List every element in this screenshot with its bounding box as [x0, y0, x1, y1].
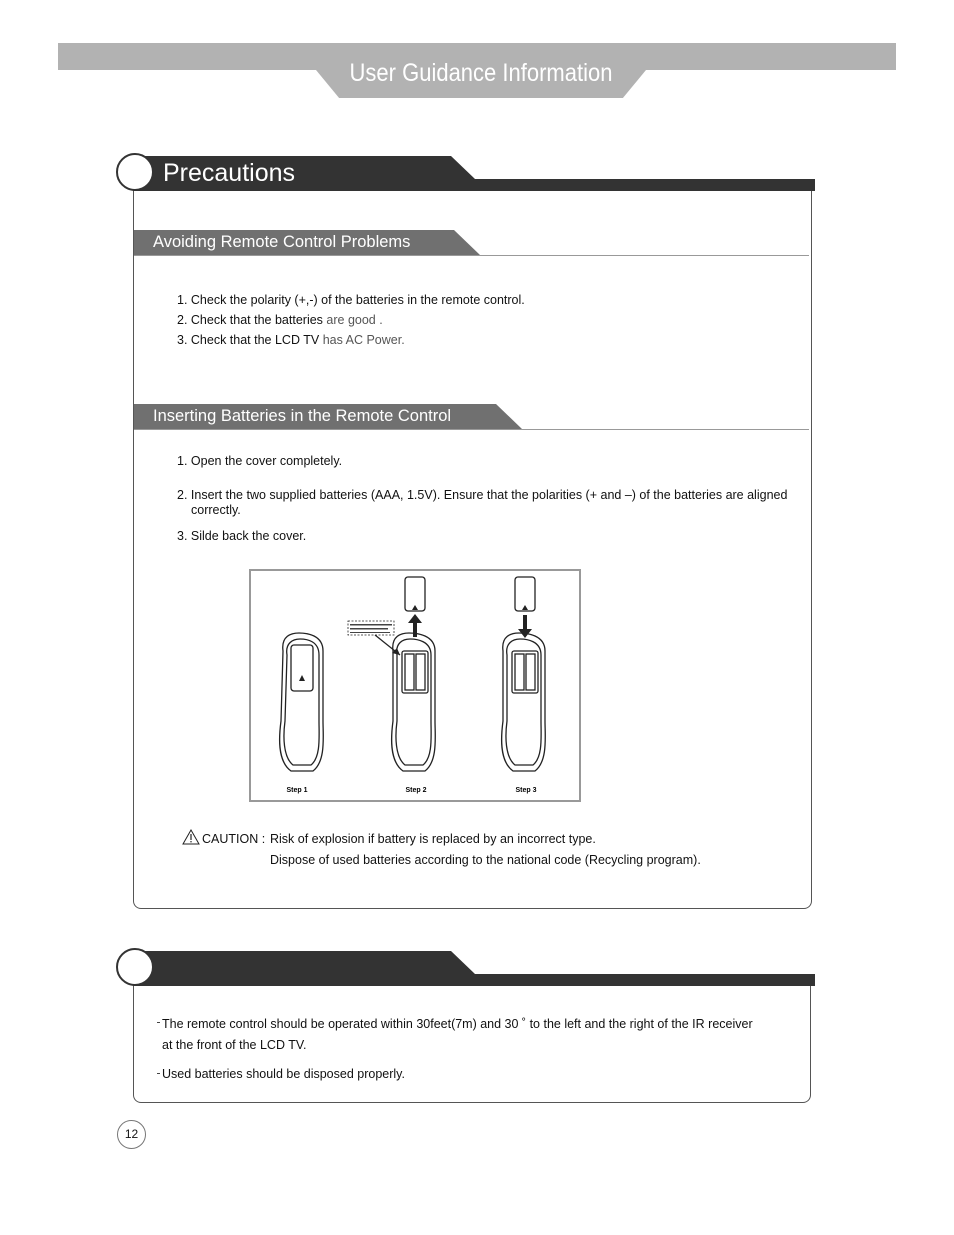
inserting-heading: Inserting Batteries in the Remote Control: [153, 407, 452, 425]
page-number: 12: [117, 1120, 146, 1149]
avoiding-item-3-text: 3. Check that the LCD TV: [177, 333, 320, 347]
avoiding-item-2-text: 2. Check that the batteries: [177, 313, 323, 327]
note-2-line-1: Used batteries should be disposed properly.: [162, 1067, 405, 1081]
avoiding-item-3: [177, 333, 405, 347]
avoiding-item-3-extra: has AC Power.: [322, 333, 405, 347]
avoiding-item-1-text: 1. Check the polarity (+,-) of the batteries in the remote control.: [177, 293, 525, 307]
precautions-bullet-circle: [116, 153, 154, 191]
warning-triangle-icon: [182, 829, 200, 845]
page-header-title: User Guidance Information: [349, 59, 613, 87]
note-1-line-2: at the front of the LCD TV.: [162, 1038, 307, 1052]
note-1-dash: [157, 1022, 160, 1023]
inserting-step-1: 1. Open the cover completely.: [177, 454, 343, 468]
inserting-heading-rule: [134, 429, 809, 430]
battery-diagram-illustration: [251, 571, 579, 800]
avoiding-item-2-extra: are good .: [326, 313, 383, 327]
avoiding-item-2: [177, 313, 383, 327]
precautions-title: Precautions: [163, 159, 296, 187]
step-1-label: Step 1: [286, 787, 308, 794]
note-2-dash: [157, 1073, 160, 1074]
avoiding-item-1: [177, 293, 525, 307]
battery-diagram: [249, 569, 581, 802]
avoiding-heading-rule: [134, 255, 809, 256]
note-1-line-1: The remote control should be operated within 30feet(7m) and 30 ˚ to the left and the right of the IR receiver: [162, 1017, 753, 1031]
notes-bullet-circle: [116, 948, 154, 986]
caution-label: CAUTION :: [202, 832, 266, 846]
notes-title-bar: [133, 951, 815, 986]
inserting-step-2: 2. Insert the two supplied batteries (AAA, 1.5V). Ensure that the polarities (+ and –) of the batteries are aligned: [177, 488, 788, 502]
inserting-step-2-continued: correctly.: [191, 503, 241, 517]
inserting-step-3: 3. Silde back the cover.: [177, 529, 307, 543]
caution-line-2: Dispose of used batteries according to the national code (Recycling program).: [270, 853, 701, 867]
caution-line-1: Risk of explosion if battery is replaced by an incorrect type.: [270, 832, 596, 846]
step-2-label: Step 2: [405, 787, 427, 794]
avoiding-heading: Avoiding Remote Control Problems: [153, 233, 411, 251]
step-3-label: Step 3: [515, 787, 537, 794]
